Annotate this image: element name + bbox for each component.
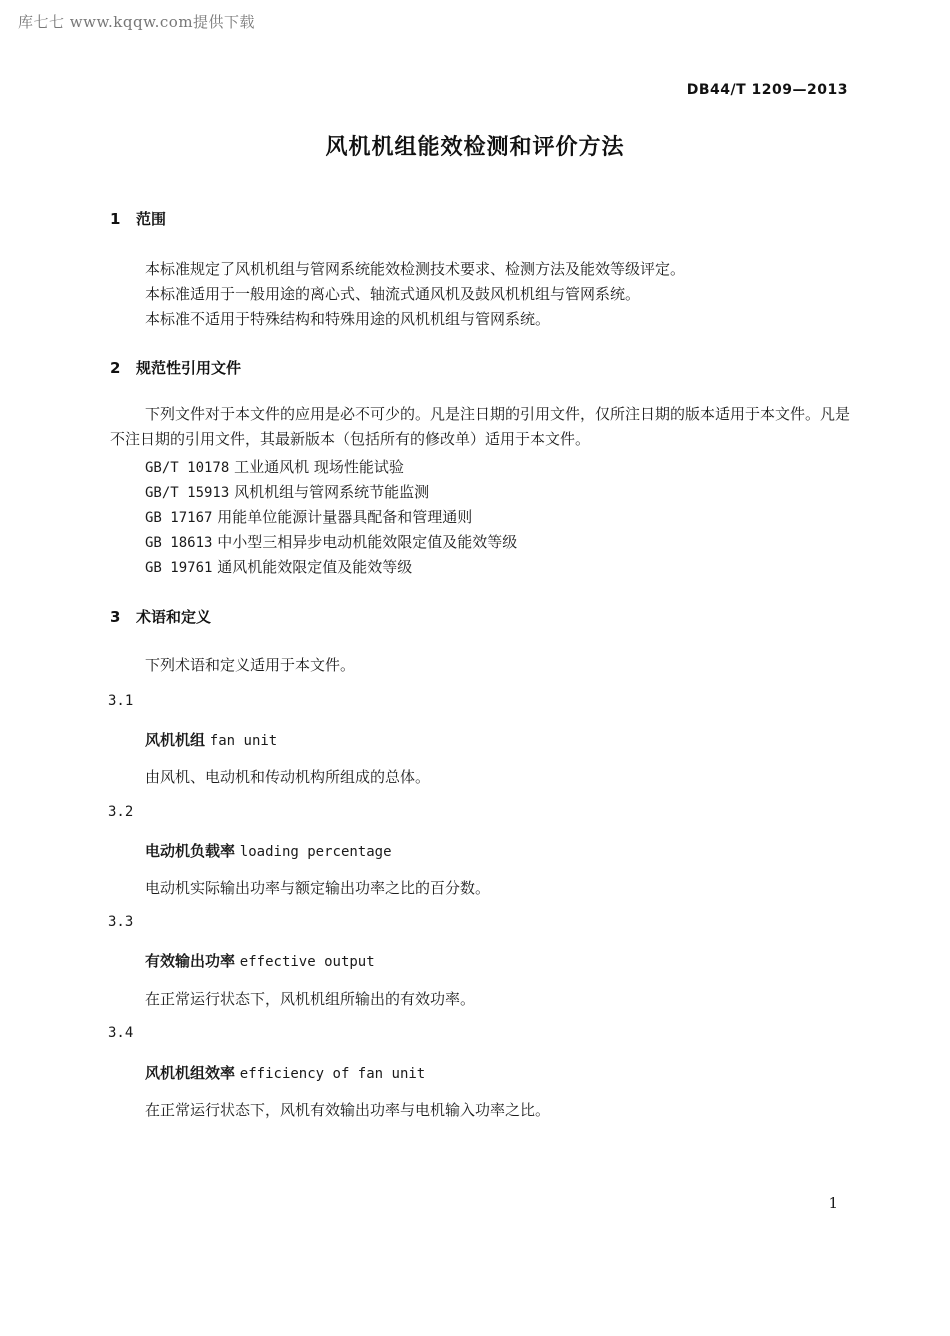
reference-title: 工业通风机 现场性能试验 (234, 458, 404, 476)
reference-item (145, 456, 404, 477)
reference-title: 通风机能效限定值及能效等级 (217, 558, 413, 576)
term-en: fan unit (209, 733, 278, 749)
section-3-heading (110, 606, 211, 627)
reference-title: 中小型三相异步电动机能效限定值及能效等级 (217, 533, 518, 551)
watermark: 库七七 www.kqqw.com提供下载 (18, 13, 256, 31)
reference-title: 用能单位能源计量器具配备和管理通则 (217, 508, 473, 526)
reference-code: GB/T 10178 (145, 460, 230, 476)
clause-number: 3.3 (108, 914, 134, 930)
clause-number: 3.4 (108, 1025, 134, 1041)
term-en: efficiency of fan unit (239, 1066, 426, 1082)
section-number: 3 (110, 608, 121, 626)
section-title: 规范性引用文件 (136, 359, 242, 377)
paragraph: 本标准规定了风机机组与管网系统能效检测技术要求、检测方法及能效等级评定。 (145, 260, 686, 278)
term-definition: 在正常运行状态下，风机机组所输出的有效功率。 (145, 990, 476, 1008)
term-heading (145, 729, 277, 750)
term-heading (145, 840, 392, 861)
page-number: 1 (828, 1194, 838, 1212)
term-zh: 有效输出功率 (145, 952, 236, 970)
terms-intro: 下列术语和定义适用于本文件。 (145, 656, 356, 674)
standard-number: DB44/T 1209—2013 (686, 82, 848, 98)
reference-title: 风机机组与管网系统节能监测 (234, 483, 430, 501)
term-zh: 电动机负载率 (145, 842, 236, 860)
section-title: 范围 (136, 210, 167, 228)
paragraph: 本标准适用于一般用途的离心式、轴流式通风机及鼓风机机组与管网系统。 (145, 285, 641, 303)
term-heading (145, 950, 375, 971)
term-definition: 电动机实际输出功率与额定输出功率之比的百分数。 (145, 879, 491, 897)
section-2-heading (110, 357, 241, 378)
clause-number: 3.2 (108, 804, 134, 820)
paragraph: 本标准不适用于特殊结构和特殊用途的风机机组与管网系统。 (145, 310, 551, 328)
reference-code: GB/T 15913 (145, 485, 230, 501)
reference-item (145, 506, 472, 527)
term-zh: 风机机组 (145, 731, 206, 749)
section-number: 1 (110, 210, 121, 228)
term-en: loading percentage (239, 844, 392, 860)
term-zh: 风机机组效率 (145, 1064, 236, 1082)
term-definition: 在正常运行状态下，风机有效输出功率与电机输入功率之比。 (145, 1101, 551, 1119)
references-intro: 下列文件对于本文件的应用是必不可少的。凡是注日期的引用文件，仅所注日期的版本适用于本文件。凡是不注日期的引用文件，其最新版本（包括所有的修改单）适用于本文件。 (110, 405, 851, 448)
reference-code: GB 19761 (145, 560, 213, 576)
reference-item (145, 481, 429, 502)
document-title: 风机机组能效检测和评价方法 (325, 135, 625, 160)
section-1-heading (110, 208, 166, 229)
clause-number: 3.1 (108, 693, 134, 709)
reference-code: GB 18613 (145, 535, 213, 551)
term-heading (145, 1062, 425, 1083)
term-definition: 由风机、电动机和传动机构所组成的总体。 (145, 768, 431, 786)
term-en: effective output (239, 954, 375, 970)
section-number: 2 (110, 359, 121, 377)
section-title: 术语和定义 (136, 608, 212, 626)
reference-item (145, 531, 517, 552)
reference-code: GB 17167 (145, 510, 213, 526)
reference-item (145, 556, 412, 577)
